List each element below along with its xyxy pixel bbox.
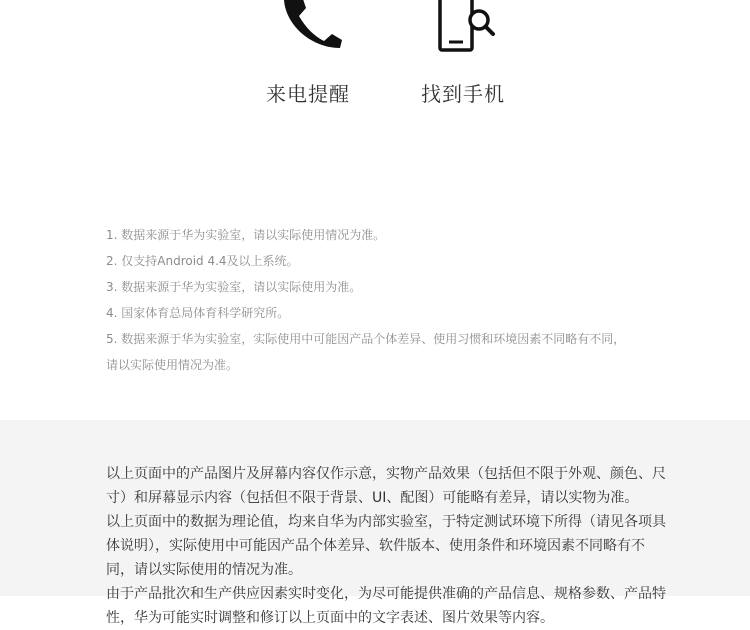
disclaimer-section bbox=[0, 420, 750, 626]
disclaimer-paragraph: 以上页面中的产品图片及屏幕内容仅作示意，实物产品效果（包括但不限于外观、颜色、尺寸）和屏幕显示内容（包括但不限于背景、UI、配图）可能略有差异，请以实物为准。 bbox=[106, 466, 666, 506]
feature-label-find-phone: 找到手机 bbox=[421, 82, 505, 106]
disclaimer-text bbox=[106, 462, 666, 630]
notes-list bbox=[106, 222, 625, 378]
feature-label-call-reminder: 来电提醒 bbox=[266, 82, 350, 106]
note-item: 1. 数据来源于华为实验室，请以实际使用情况为准。 bbox=[106, 228, 386, 242]
disclaimer-paragraph: 以上页面中的数据为理论值，均来自华为内部实验室，于特定测试环境下所得（请见各项具体说明），实际使用中可能因产品个体差异、软件版本、使用条件和环境因素不同略有不同，请以实际使用的情况为准。 bbox=[106, 514, 666, 578]
find-phone-icon bbox=[436, 0, 500, 54]
note-item: 2. 仅支持Android 4.4及以上系统。 bbox=[106, 254, 299, 268]
note-item: 3. 数据来源于华为实验室，请以实际使用为准。 bbox=[106, 280, 362, 294]
disclaimer-paragraph: 由于产品批次和生产供应因素实时变化，为尽可能提供准确的产品信息、规格参数、产品特性，华为可能实时调整和修订以上页面中的文字表述、图片效果等内容。 bbox=[106, 586, 666, 626]
note-item: 请以实际使用情况为准。 bbox=[106, 358, 239, 372]
phone-icon bbox=[280, 0, 346, 50]
note-item: 5. 数据来源于华为实验室，实际使用中可能因产品个体差异、使用习惯和环境因素不同略有不同， bbox=[106, 332, 626, 346]
note-item: 4. 国家体育总局体育科学研究所。 bbox=[106, 306, 290, 320]
